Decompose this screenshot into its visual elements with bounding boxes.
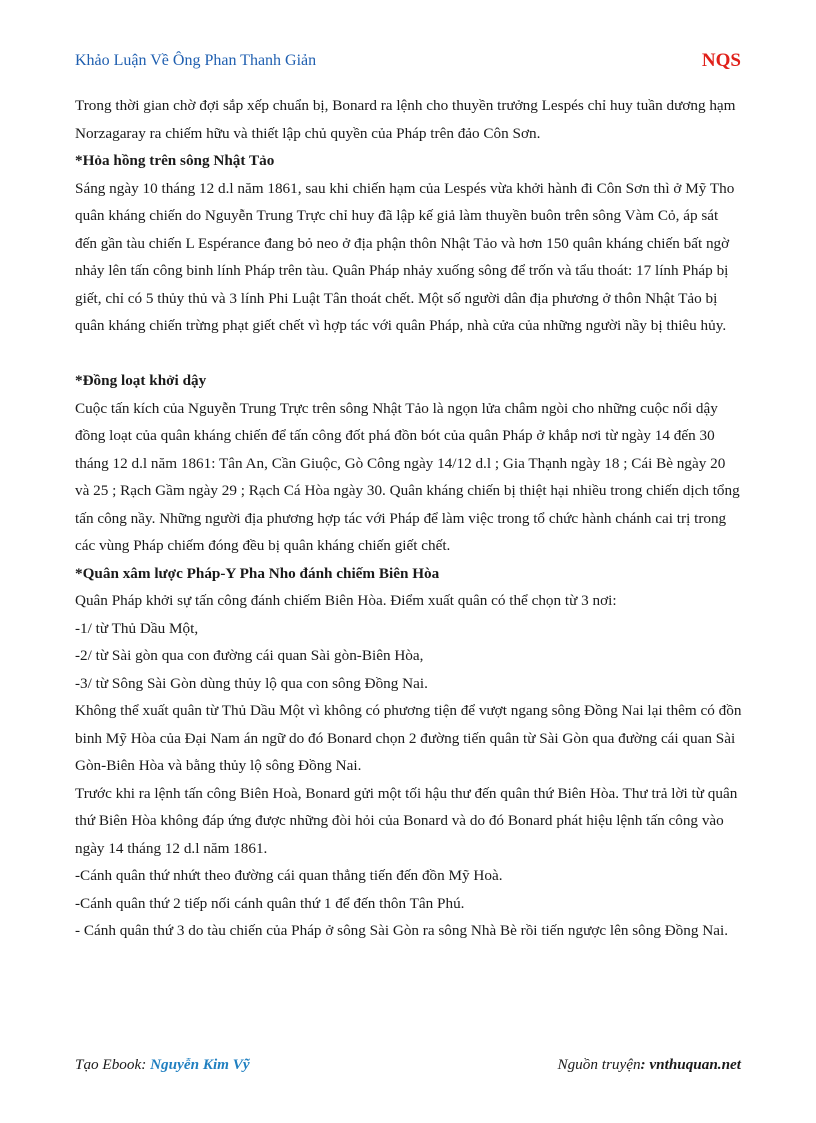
document-title: Khảo Luận Về Ông Phan Thanh Giản bbox=[75, 52, 317, 69]
ebook-credit bbox=[75, 1056, 250, 1074]
list-item: -1/ từ Thủ Dầu Một, bbox=[75, 619, 199, 637]
page-header bbox=[75, 50, 741, 76]
source-separator: : bbox=[640, 1056, 650, 1073]
section-heading: *Hỏa hồng trên sông Nhật Tảo bbox=[75, 152, 275, 169]
list-item: -3/ từ Sông Sài Gòn dùng thủy lộ qua con sông Đồng Nai. bbox=[75, 674, 428, 692]
source-credit bbox=[557, 1056, 741, 1074]
page-footer bbox=[75, 1056, 741, 1078]
source-label: Nguồn truyện bbox=[557, 1056, 641, 1073]
section-heading: *Đồng loạt khởi dậy bbox=[75, 372, 207, 389]
paragraph: Sáng ngày 10 tháng 12 d.l năm 1861, sau khi chiến hạm của Lespés vừa khởi hành đi Côn Sơn thì ở Mỹ Tho quân kháng chiến do Nguyễn Trung Trực chỉ huy đã lập kế giả làm thuyền buôn trên sông Vàm Cỏ, áp sát đến gần tàu chiến L Espérance đang bỏ neo ở địa phận thôn Nhật Tảo và hơn 150 quân kháng chiến bất ngờ nhảy lên tấn công binh lính Pháp trên tàu. Quân Pháp nhảy xuống sông để trốn và tẩu thoát: 17 lính Pháp bị giết, chỉ có 5 thủy thủ và 3 lính Phi Luật Tân thoát chết. Một số người dân địa phương ở thôn Nhật Tảo bị quân kháng chiến trừng phạt giết chết vì hợp tác với quân Pháp, nhà cửa của những người nầy bị thiêu hủy. bbox=[75, 179, 735, 334]
paragraph: Trước khi ra lệnh tấn công Biên Hoà, Bonard gửi một tối hậu thư đến quân thứ Biên Hòa. Thư trả lời từ quân thứ Biên Hòa không đáp ứng được những đòi hỏi của Bonard và do đó Bonard phát hiệu lệnh tấn công vào ngày 14 tháng 12 d.l năm 1861. bbox=[75, 784, 738, 857]
brand-logo-text: NQS bbox=[701, 50, 741, 71]
source-site: vnthuquan.net bbox=[649, 1056, 741, 1073]
list-item: -Cánh quân thứ nhứt theo đường cái quan thẳng tiến đến đồn Mỹ Hoà. bbox=[75, 867, 503, 884]
ebook-separator: : bbox=[141, 1056, 151, 1073]
ebook-author: Nguyễn Kim Vỹ bbox=[150, 1056, 250, 1073]
ebook-label: Tạo Ebook bbox=[75, 1056, 142, 1073]
paragraph: Không thể xuất quân từ Thủ Dầu Một vì không có phương tiện để vượt ngang sông Đồng Nai lại thêm có đồn binh Mỹ Hòa của Đại Nam án ngữ do đó Bonard chọn 2 đường tiến quân từ Sài Gòn qua đường cái quan Sài Gòn-Biên Hòa và bằng thủy lộ sông Đồng Nai. bbox=[75, 702, 742, 774]
paragraph: Quân Pháp khởi sự tấn công đánh chiếm Biên Hòa. Điểm xuất quân có thể chọn từ 3 nơi: bbox=[75, 592, 617, 609]
paragraph: Trong thời gian chờ đợi sắp xếp chuẩn bị, Bonard ra lệnh cho thuyền trưởng Lespés chỉ huy tuần dương hạm Norzagaray ra chiếm hữu và thiết lập chủ quyền của Pháp trên đảo Côn Sơn. bbox=[75, 97, 736, 142]
list-item: -Cánh quân thứ 2 tiếp nối cánh quân thứ 1 để đến thôn Tân Phú. bbox=[75, 894, 465, 912]
paragraph: Cuộc tấn kích của Nguyễn Trung Trực trên sông Nhật Tảo là ngọn lửa châm ngòi cho những cuộc nổi dậy đồng loạt của quân kháng chiến để tấn công đốt phá đồn bót của quân Pháp ở khắp nơi từ ngày 14 đến 30 tháng 12 d.l năm 1861: Tân An, Cần Giuộc, Gò Công ngày 14/12 d.l ; Gia Thạnh ngày 18 ; Cái Bè ngày 20 và 25 ; Rạch Gầm ngày 29 ; Rạch Cá Hòa ngày 30. Quân kháng chiến bị thiệt hại nhiều trong chiến dịch tổng tấn công nầy. Những người địa phương hợp tác với Pháp để làm việc trong tổ chức hành chánh cai trị trong các vùng Pháp chiếm đóng đều bị quân kháng chiến giết chết. bbox=[75, 399, 740, 554]
list-item: - Cánh quân thứ 3 do tàu chiến của Pháp ở sông Sài Gòn ra sông Nhà Bè rồi tiến ngược lên sông Đồng Nai. bbox=[75, 922, 728, 939]
spacer bbox=[75, 340, 743, 368]
section-heading: *Quân xâm lược Pháp-Y Pha Nho đánh chiếm Biên Hòa bbox=[75, 564, 440, 582]
list-item: -2/ từ Sài gòn qua con đường cái quan Sài gòn-Biên Hòa, bbox=[75, 647, 424, 664]
document-body bbox=[75, 92, 743, 945]
